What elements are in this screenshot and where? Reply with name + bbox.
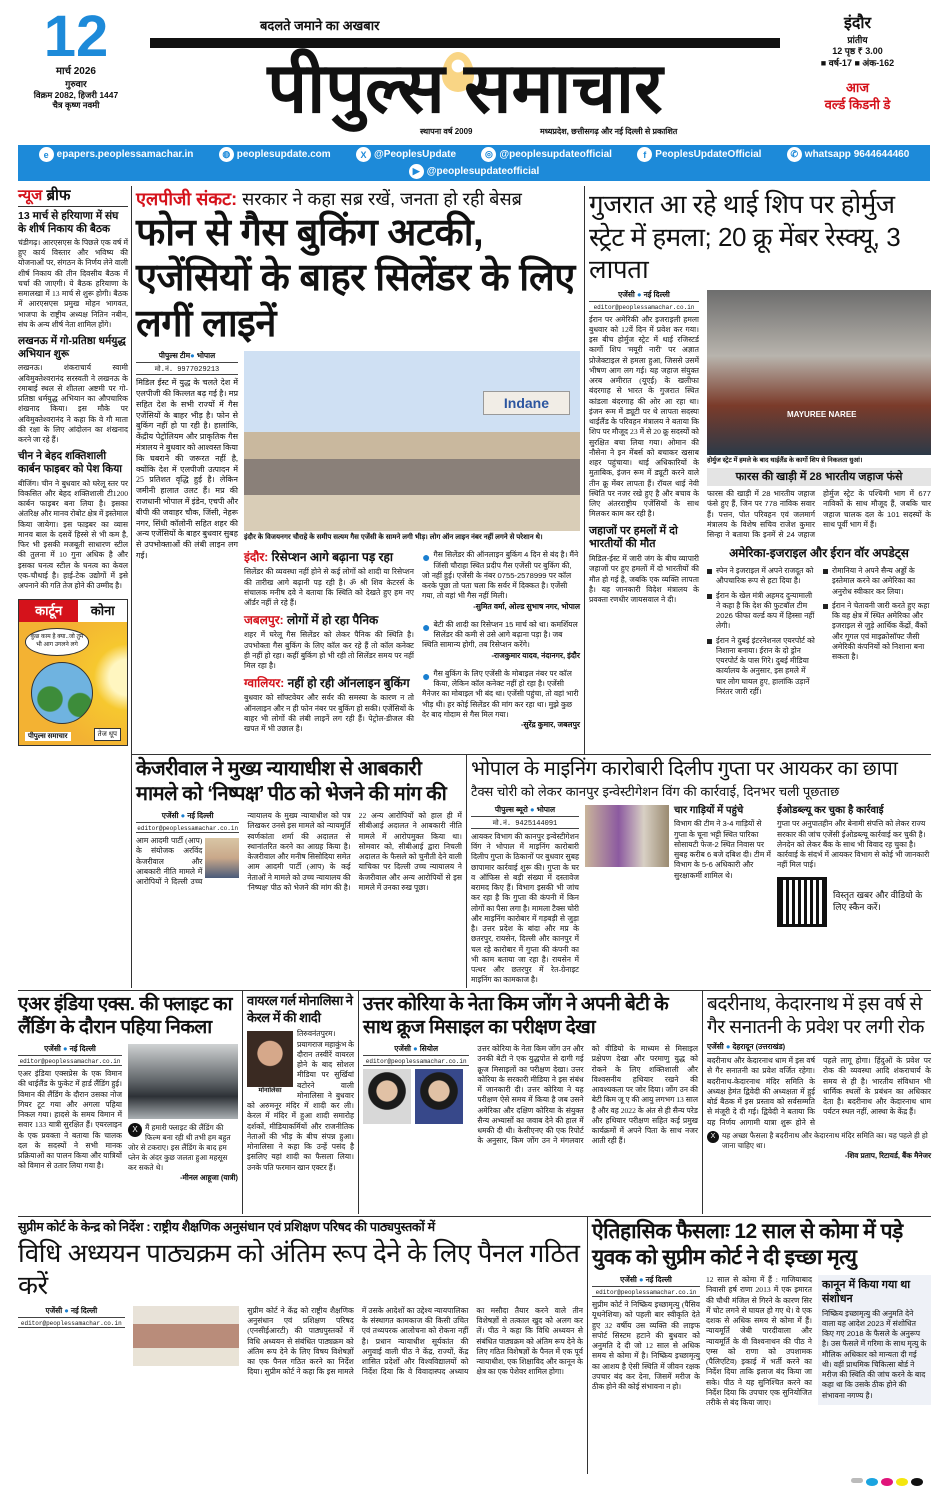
quote-author: -मीनल आहूजा (यात्री) [179,1173,238,1183]
social-link[interactable] [356,147,456,162]
social-icon: ◎ [481,147,496,162]
kejriwal-story[interactable] [132,755,466,988]
lead-photo [244,351,580,531]
news-brief [18,186,128,591]
deaths-text: मिडिल-ईस्ट में जारी जंग के बीच व्यापारी जहाजों पर हुए हमलों में दो भारतीयों की मौत हो गई है, जबकि एक व्यक्ति लापता है। यह जानकारी विदेश मंत्रालय के प्रवक्ता रणधीर जायसवाल ने दी। [589,554,699,604]
public-quotes [422,545,580,738]
mining-photo [585,805,669,867]
brief-item[interactable] [18,450,128,591]
byline-email: editor@peoplessamachar.co.in [363,1058,469,1066]
lead-story[interactable] [132,186,584,754]
brief-title-b: ब्रीफ [46,187,71,204]
badrinath-headline: बदरीनाथ, केदारनाथ में इस वर्ष से गैर सनातनी के प्रवेश पर लगी रोक [707,993,924,1039]
social-link[interactable] [39,147,194,162]
quote [422,550,580,612]
ship-story[interactable] [584,186,931,754]
court-kicker: सुप्रीम कोर्ट के केन्द्र को निर्देश : राष्ट्रीय शैक्षणिक अनुसंधान एवं प्रशिक्षण परिषद की पाठ्यपुस्तकों में [18,1219,435,1234]
kicker-label: एलपीजी संकट: [136,189,238,209]
kejriwal-headline: केजरीवाल ने मुख्य न्यायाधीश से आबकारी मामले को ‘निष्पक्ष’ पीठ को भेजने की मांग की [136,758,447,805]
euthanasia-col1: एजेंसी ● नई दिल्ली editor@peoplessamachar.co.in सुप्रीम कोर्ट ने निष्क्रिय इच्छामृत्यु (पैसिव यूथनेशिया) को पहली बार स्वीकृति देते हुए 32 वर्षीय उस व्यक्ति की लाइफ सपोर्ट सिस्टम हटाने की बुधवार को अनुमति दे दी जो 12 साल से अधिक समय से कोमा में है। निष्क्रिय इच्छामृत्यु का आशय है ऐसी स्थिति में जीवन रक्षक उपचार बंद कर देना, जिसमें मरीज के ठीक होने की कोई संभावना न हो। [592,1275,700,1392]
social-icon: e [39,147,54,162]
korea-photos [363,1069,469,1124]
social-icon: ▶ [409,164,424,179]
print-color-marks [0,1478,923,1486]
social-link[interactable] [481,147,612,162]
byline-phone: मो.नं. 9977029213 [136,365,238,375]
euthanasia-text: सुप्रीम कोर्ट ने निष्क्रिय इच्छामृत्यु (पैसिव यूथनेशिया) को पहली बार स्वीकृति देते हुए 32 वर्षीय उस व्यक्ति की लाइफ सपोर्ट सिस्टम हटाने की बुधवार को अनुमति दे दी जो 12 साल से अधिक समय से कोमा में है। निष्क्रिय इच्छामृत्यु का आशय है ऐसी स्थिति में जीवन रक्षक उपचार बंद कर देना, जिसमें मरीज के ठीक होने की कोई संभावना न हो। [592,1300,700,1392]
x-logo-icon: X [128,1123,142,1137]
kejriwal-body: एजेंसी ● नई दिल्ली editor@peoplessamachar.co.in आम आदमी पार्टी (आप) के संयोजक अरविंद केजरीवाल और आबकारी नीति मामले में आरोपियों ने दिल्ली उच्च न्यायालय के मुख्य न्यायाधीश को पत्र लिखकर उनसे इस मामले को न्यायमूर्ति स्वर्णकांता शर्मा की अदालत से स्थानांतरित करने का आग्रह किया है। केजरीवाल और मनीष सिसोदिया समेत आम आदमी पार्टी (आप) के कई नेताओं ने मामले को उच्च न्यायालय की 'निष्पक्ष' पीठ को भेजने की मांग की है। 22 अन्य आरोपियों को हाल ही में सीबीआई अदालत ने आबकारी नीति मामले में आरोपमुक्त किया था। सोमवार को, सीबीआई द्वारा निचली अदालत के फैसले को चुनौती देने वाली याचिका पर दिल्ली उच्च न्यायालय ने केजरीवाल और अन्य आरोपियों से इस मामले में उनका रुख पूछा। [136,811,462,892]
airindia-body: एजेंसी ● नई दिल्ली editor@peoplessamachar.co.in एअर इंडिया एक्सप्रेस के एक विमान की थाईलैंड के फुकेट में हार्ड लैंडिंग हुई। विमान की लैंडिंग के दौरान उसका नोज गियर टूट गया और अगला पहिया निकल गया। हादसे के समय विमान में सवार 133 यात्री सुरक्षित हैं। एयरलाइन के एक प्रवक्ता ने बताया कि चालक दल के सदस्यों ने सभी मानक प्रक्रियाओं का पालन किया और यात्रियों को विमान से उतार लिया गया है। [18,1044,122,1171]
city-headline: नहीं हो रही ऑनलाइन बुकिंग [287,676,410,691]
main-area [132,186,931,988]
brief-text: बीजिंग। चीन ने बुधवार को घरेलू स्तर पर विकसित और बेहद शक्तिशाली टी1200 कार्बन फाइबर बना लिया है। इसका अंतरिक्ष और मानव रोबोट क्षेत्र में इस्तेमाल किया जायेगा। इस फाइबर का व्यास मानव बाल के दसवें हिस्से से भी कम है, फिर भी इसकी मजबूती साधारण स्टील की तुलना में 10 गुना अधिक है और इसका घनत्व स्टील के घनत्व का केवल एक-चौथाई है। हाई-टेक उद्योगों में इसे अपनाने की गति तेज होने की उम्मीद है। [18,478,128,590]
kim-jong-un-photo [363,1069,411,1124]
earth-icon [31,662,93,724]
social-link[interactable] [637,147,761,162]
gas-agency-sign: Indane [483,391,570,415]
airindia-photo [128,1044,238,1119]
byline-phone: मो.नं. 9425144091 [471,819,579,829]
byline-name: एजेंसी [44,1044,61,1054]
social-icon: ✆ [787,147,802,162]
quote-icon: ● [422,549,431,566]
quote-author: -सुमित वर्मा, ओल्ड सुभाष नगर, भोपाल [473,601,580,611]
social-icon: f [637,147,652,162]
social-icon: ◍ [219,147,234,162]
social-bar [18,145,930,181]
airindia-right [128,1044,238,1183]
date-day: 12 [43,4,109,69]
quote [422,669,580,731]
quote-icon: ● [422,618,431,635]
cartoon-header [19,600,127,622]
issue-number: ■ वर्ष-17 ■ अंक-162 [820,58,895,69]
byline-place: भोपाल [536,804,556,814]
court-text: सुप्रीम कोर्ट ने केंद्र को राष्ट्रीय शैक्षणिक अनुसंधान एवं प्रशिक्षण परिषद (एनसीईआरटी) की पाठ्यपुस्तकों में विधि अध्ययन से संबंधित पाठ्यक्रम को अंतिम रूप देने के लिए विषय विशेषज्ञों का एक पैनल गठित करने का निर्देश दिया। सुप्रीम कोर्ट ने कहा कि इस मामले में उसके आदेशों का उद्देश्य न्यायपालिका के संस्थागत कामकाज की किसी उचित एवं तथ्यपरक आलोचना को रोकना नहीं है। प्रधान न्यायाधीश सूर्यकांत की अगुवाई वाली पीठ ने केंद्र, राज्यों, केंद्र शासित प्रदेशों और विश्वविद्यालयों को निर्देश दिया कि वे विवादास्पद अध्याय का मसौदा तैयार करने वाले तीन विशेषज्ञों से तत्काल खुद को अलग कर लें। पीठ ने कहा कि विधि अध्ययन से संबंधित पाठ्यक्रम को अंतिम रूप देने के लिए गठित विशेषज्ञों के पैनल में एक पूर्व न्यायाधीश, एक शिक्षाविद और कानून के क्षेत्र का एक पेशेवर शामिल होगा। [247,1305,583,1377]
byline-email: editor@peoplessamachar.co.in [18,1320,125,1328]
box-text: विभाग की टीम ने 3-4 गाड़ियों से गुप्ता के चूना भट्टी स्थित पारिका सोसायटी फेज-2 स्थित निवास पर सुबह करीब 6 बजे दबिश दी। टीम में विभाग के 5-6 अधिकारी और सुरक्षाकर्मी शामिल थे। [674,819,771,880]
quote-text: बेटी की शादी का रिसेप्शन 15 मार्च को था। कमर्शियल सिलेंडर की कमी से उसे आगे बढ़ाना पड़ा है। जब स्थिति सामान्य होगी, तब रिसेप्शन करेंगे। [422,619,578,650]
qr-label: विस्तृत खबर और वीडियो के लिए स्कैन करें। [833,889,923,912]
city-headline: लोगों में हो रहा पैनिक [286,613,379,628]
mining-text: आयकर विभाग की कानपुर इन्वेस्टीगेशन विंग ने भोपाल में माइनिंग कारोबारी दिलीप गुप्ता के ठिकानों पर बुधवार सुबह छापामार कार्रवाई शुरू की। गुप्ता के घर व ऑफिस से बड़ी संख्या में दस्तावेज बरामद किए हैं। विभाग इसकी भी जांच कर रहा है कि गुप्ता की कंपनी में किन लोगों का पैसा लगा है। मामला टैक्स चोरी और माइनिंग कारोबार में गड़बड़ी से जुड़ा है। उत्तर प्रदेश के बांदा और मप्र के छतरपुर, रायसेन, दिल्ली और कानपुर में चल रहे कारोबार में गुप्ता की कंपनी का भी काम बताया जा रहा है। रायसेन में पत्थर और छतरपुर में रेत-ग्रेनाइट माइनिंग का कामकाज है। [471,831,579,985]
euthanasia-headline: ऐतिहासिक फैसलाः 12 साल से कोमा में पड़े युवक को सुप्रीम कोर्ट ने दी इच्छा मृत्यु [592,1219,903,1269]
brief-item[interactable] [18,335,128,445]
ship-text: ईरान पर अमेरिकी और इजराइली हमला बुधवार को 12वें दिन में प्रवेश कर गया। इस बीच होर्मुज स्ट्रेट में थाई रजिस्टर्ड कार्गो शिप 'मयूरी नारी' पर अज्ञात प्रोजेक्टाइल से हमला हुआ, जिससे उसमें भीषण आग लग गई। यह जहाज संयुक्त अरब अमीरात (यूएई) के खलीफा बंदरगाह से भारत के गुजरात स्थित कांडला बंदरगाह की ओर आ रहा था। इंजन रूम में ड्यूटी पर थे लापता सदस्यः थाईलैंड के परिवहन मंत्रालय ने बताया कि शिप पर मौजूद 23 में से 20 क्रू सदस्यों को सुरक्षित बचा लिया गया। ओमान की नौसेना ने इन मेंबर्स को बचाकर खसाब शहर पहुंचाया। थाई अधिकारियों के मुताबिक, इंजन रूम में ड्यूटी करने वाले तीन क्रू मेंबर लापता हैं। रॉयल थाई नेवी स्थिति पर नजर रखे हुए है और बचाव के लिए अंतरराष्ट्रीय एजेंसियों के साथ मिलकर काम कर रही है। [589,314,699,519]
box-text: निष्क्रिय इच्छामृत्यु की अनुमति देने वाला यह आदेश 2023 में संशोधित किए गए 2018 के फैसले के अनुरूप है। उस फैसले में गरिमा के साथ मृत्यु के मौलिक अधिकार को मान्यता दी गई थी। वहीं प्राथमिक चिकित्सा बोर्ड ने मरीज की स्थिति की जांच करने के बाद कहा था कि उसके ठीक होने की संभावना नगण्य है। [822,1308,927,1400]
row-c [18,990,931,1214]
war-update-item: रोमानिया ने अपने सैन्य अड्डों के इस्तेमाल करने का अमेरिका का अनुरोध स्वीकार कर लिया। [823,566,931,597]
cartoon-speech-bubble: कुछ काम है क्या..जो तुम भी आग उगलने लगे [25,628,89,656]
monalisa-text: तिरुवनंतपुरम। प्रयागराज महाकुंभ के दौरान तस्वीरें वायरल होने के बाद सोशल मीडिया पर सुर्खियां बटोरने वाली मोनालिसा ने बुधवार को अरुमनूर मंदिर में शादी कर ली। केरल में मंदिर में हुआ शादी समारोह दर्शकों, मीडियाकर्मियों और राजनीतिक नेताओं की भीड़ के बीच संपन्न हुआ। मोनालिसा ने कहा कि उन्हें पसंद है इसलिए यहां शादी का फैसला लिया। उनके पति फरमान खान एक्टर हैं। [247,1029,355,1172]
ship-photo-caption: होर्मुज स्ट्रेट में हमले के बाद थाईलैंड के कार्गो शिप से निकलता धुआं। [707,456,863,464]
brief-headline: 13 मार्च से हरियाणा में संघ के शीर्ष निकाय की बैठक [18,209,119,235]
byline-email: editor@peoplessamachar.co.in [19,1058,121,1066]
left-column [18,186,132,988]
lead-right [244,351,580,738]
quote-text: यह अच्छा फैसला है बदरीनाथ और केदारनाथ मंदिर समिति का। यह पहले ही हो जाना चाहिए था। [722,1130,928,1150]
quote-text: मैं हमारी फ्लाइट की लैंडिंग की फिल्म बना रही थी तभी हम बहुत जोर से टकराए। इस लैंडिंग के बाद हम प्लेन के अंदर कुछ जलता हुआ महसूस कर सकते थे। [128,1123,231,1173]
supreme-court-photo [133,1306,240,1366]
date-samvat: विक्रम 2082, हिजरी 1447 [33,89,119,100]
ship-headline: गुजरात आ रहे थाई शिप पर होर्मुज स्ट्रेट में हमला; 20 क्रू मेंबर रेस्क्यू, 3 लापता [589,189,901,284]
mining-box1 [674,805,771,881]
byline-place: भोपाल [196,351,216,361]
kim-daughter-photo [415,1069,463,1124]
cartoon-sign: तेज धूप [94,728,121,741]
top-section [18,186,931,988]
cartoon-box [18,599,128,746]
byline-name: पीपुल्स ब्यूरो [494,804,528,814]
box-headline: ईओडब्ल्यू कर चुका है कार्रवाई [777,804,884,816]
law-amendment-box [818,1275,931,1405]
korea-body: एजेंसी ● सियोल editor@peoplessamachar.co.in उत्तर कोरिया के नेता किम जोंग उन और उनकी बेटी ने एक युद्धपोत से दागी गई क्रूज मिसाइलों का परीक्षण देखा। उत्तर कोरिया के सरकारी मीडिया ने इस संबंध में जानकारी दी। उत्तर कोरिया ने यह परीक्षण ऐसे समय में किया है जब उसने अमेरिका और दक्षिण कोरिया के संयुक्त सैन्य अभ्यासों का जवाब देने की हाल में धमकी दी थी। केसीएनए की एक रिपोर्ट के अनुसार, किम जोंग उन ने मंगलवार को वीडियो के माध्यम से मिसाइल प्रक्षेपण देखा और परमाणु युद्ध को रोकने के लिए शक्तिशाली और विश्वसनीय हथियार रखने की आवश्यकता पर जोर दिया। जोंग उन की बेटी किम जू ए की आयु लगभग 13 साल है और वह 2022 के अंत से ही सैन्य परेड और हथियार परीक्षण सहित कई प्रमुख कार्यक्रमों में अपने पिता के साथ नजर आती रही हैं। [363,1044,698,1147]
lead-photo-caption: इंदौर के विजयनगर चौराहे के समीप सत्यम गैस एजेंसी के सामने लगी भीड़। लोग ऑन लाइन नंबर नहीं लगने से परेशान थे। [244,534,543,542]
airindia-text: एअर इंडिया एक्सप्रेस के एक विमान की थाईलैंड के फुकेट में हार्ड लैंडिंग हुई। विमान की लैंडिंग के दौरान उसका नोज गियर टूट गया और अगला पहिया निकल गया। हादसे के समय विमान में सवार 133 यात्री सुरक्षित हैं। एयरलाइन के एक प्रवक्ता ने बताया कि चालक दल के सदस्यों ने सभी मानक प्रक्रियाओं का पालन किया और यात्रियों को विमान से उतार लिया गया है। [18,1069,122,1171]
date-weekday: गुरुवार [65,78,87,89]
quote-text: गैस बुकिंग के लिए एजेंसी के मोबाइल नंबर पर कॉल किया, लेकिन कॉल कनेक्ट नहीं हो रहा है। एजेंसी मैनेजर का मोबाइल भी बंद था। एजेंसी पहुंचा, तो वहां भारी भीड़ थी। हर कोई सिलेंडर की मांग कर रहा था। मुझे कुछ देर बाद गोदाम से गैस मिल गया। [422,668,579,719]
box-text: गुप्ता पर अनुपातहीन और बेनामी संपत्ति को लेकर राज्य सरकार की जांच एजेंसी ईओडब्ल्यू कार्रवाई कर चुकी है। लेनदेन को लेकर बैंक के साथ भी विवाद रह चुका है। कार्रवाई के संदर्भ में आयकर विभाग से कोई भी जानकारी नहीं मिल पाई। [777,819,930,870]
social-link[interactable] [219,147,331,162]
box-headline: चार गाड़ियों में पहुंचे [674,804,744,816]
kejriwal-text: आम आदमी पार्टी (आप) के संयोजक अरविंद केजरीवाल और आबकारी नीति मामले में आरोपियों ने दिल्ली उच्च न्यायालय के मुख्य न्यायाधीश को पत्र लिखकर उनसे इस मामले को न्यायमूर्ति स्वर्णकांता शर्मा की अदालत से स्थानांतरित करने का आग्रह किया है। केजरीवाल और मनीष सिसोदिया समेत आम आदमी पार्टी (आप) के कई नेताओं ने मामले को उच्च न्यायालय की 'निष्पक्ष' पीठ को भेजने की मांग की है। 22 अन्य आरोपियों को हाल ही में सीबीआई अदालत ने आबकारी नीति मामले में आरोपमुक्त किया था। सोमवार को, सीबीआई द्वारा निचली अदालत के फैसले को चुनौती देने वाली याचिका पर दिल्ली उच्च न्यायालय ने केजरीवाल और अन्य आरोपियों से इस मामले में उनका रुख पूछा। [136,811,462,892]
mining-box2 [777,805,931,927]
photo-caption: मोनालिसा [258,1087,282,1095]
lead-body-col1 [136,351,238,562]
korea-headline: उत्तर कोरिया के नेता किम जोंग ने अपनी बेटी के साथ क्रूज मिसाइल का परीक्षण देखा [363,993,669,1039]
byline-name: पीपुल्स टीम [158,351,191,361]
row-a [132,186,931,754]
city-reports [244,545,414,734]
x-logo-icon: X [707,1131,719,1143]
social-label: @peoplesupdateofficial [426,166,540,177]
masthead [0,0,945,143]
quote [422,620,580,661]
badrinath-story[interactable]: बदरीनाथ, केदारनाथ में इस वर्ष से गैर सनातनी के प्रवेश पर लगी रोक एजेंसी ● देहरादून (उत्तराखंड) बदरीनाथ और केदारनाथ धाम में इस वर्ष से गैर सनातनी का प्रवेश वर्जित रहेगा। बदरीनाथ-केदारनाथ मंदिर समिति के अध्यक्ष हेमंत द्विवेदी की अध्यक्षता में हुई बोर्ड बैठक में इस प्रस्ताव को सर्वसम्मति से मंजूरी दे दी गई। द्विवेदी ने बताया कि यह निर्णय आगामी यात्रा शुरू होने से पहले लागू होगा। हिंदुओं के प्रवेश पर रोक की व्यवस्था आदि शंकराचार्य के समय से ही है। भारतीय संविधान भी धार्मिक स्थलों के प्रबंधन का अधिकार देता है। बदरीनाथ और केदारनाथ धाम पर्यटन स्थल नहीं, आस्था के केंद्र हैं। X यह अच्छा फैसला है बदरीनाथ और केदारनाथ मंदिर समिति का। यह पहले ही हो जाना चाहिए था। -शिव प्रताप, रिटायर्ड, बैंक मैनेजर [702,991,931,1214]
social-link[interactable] [409,164,540,179]
monalisa-photo-block [247,1031,293,1095]
date-tithi: चैत्र कृष्ण नवमी [52,100,100,111]
badrinath-quote [707,1131,931,1161]
city-label: इंदौर: [244,550,269,565]
court-body: एजेंसी ● नई दिल्ली editor@peoplessamachar.co.in सुप्रीम कोर्ट ने केंद्र को राष्ट्रीय शैक्षणिक अनुसंधान एवं प्रशिक्षण परिषद (एनसीईआरटी) की पाठ्यपुस्तकों में विधि अध्ययन से संबंधित पाठ्यक्रम को अंतिम रूप देने के लिए विषय विशेषज्ञों का एक पैनल गठित करने का निर्देश दिया। सुप्रीम कोर्ट ने कहा कि इस मामले में उसके आदेशों का उद्देश्य न्यायपालिका के संस्थागत कामकाज की किसी उचित एवं तथ्यपरक आलोचना को रोकना नहीं है। प्रधान न्यायाधीश सूर्यकांत की अगुवाई वाली पीठ ने केंद्र, राज्यों, केंद्र शासित प्रदेशों और विश्वविद्यालयों को निर्देश दिया कि वे विवादास्पद अध्याय का मसौदा तैयार करने वाले तीन विशेषज्ञों से तत्काल खुद को अलग कर लें। पीठ ने कहा कि विधि अध्ययन से संबंधित पाठ्यक्रम को अंतिम रूप देने के लिए गठित विशेषज्ञों के पैनल में एक पूर्व न्यायाधीश, एक शिक्षाविद और कानून के क्षेत्र का एक पेशेवर शामिल होगा। [18,1306,583,1378]
korea-text: उत्तर कोरिया के नेता किम जोंग उन और उनकी बेटी ने एक युद्धपोत से दागी गई क्रूज मिसाइलों का परीक्षण देखा। उत्तर कोरिया के सरकारी मीडिया ने इस संबंध में जानकारी दी। उत्तर कोरिया ने यह परीक्षण ऐसे समय में किया है जब उसने अमेरिका और दक्षिण कोरिया के संयुक्त सैन्य अभ्यासों का जवाब देने की हाल में धमकी दी थी। केसीएनए की एक रिपोर्ट के अनुसार, किम जोंग उन ने मंगलवार को वीडियो के माध्यम से मिसाइल प्रक्षेपण देखा और परमाणु युद्ध को रोकने के लिए शक्तिशाली और विश्वसनीय हथियार रखने की आवश्यकता पर जोर दिया। जोंग उन की बेटी किम जू ए की आयु लगभग 13 साल है और वह 2022 के अंत से ही सैन्य परेड और हथियार परीक्षण सहित कई प्रमुख कार्यक्रमों में अपने पिता के साथ नजर आती रही हैं। [477,1044,698,1146]
korea-story[interactable] [358,991,702,1214]
badrinath-text: बदरीनाथ और केदारनाथ धाम में इस वर्ष से गैर सनातनी का प्रवेश वर्जित रहेगा। बदरीनाथ-केदारनाथ मंदिर समिति के अध्यक्ष हेमंत द्विवेदी की अध्यक्षता में हुई बोर्ड बैठक में इस प्रस्ताव को सर्वसम्मति से मंजूरी दे दी गई। द्विवेदी ने बताया कि यह निर्णय आगामी यात्रा शुरू होने से पहले लागू होगा। हिंदुओं के प्रवेश पर रोक की व्यवस्था आदि शंकराचार्य के समय से ही है। भारतीय संविधान भी धार्मिक स्थलों के प्रबंधन का अधिकार देता है। बदरीनाथ और केदारनाथ धाम पर्यटन स्थल नहीं, आस्था के केंद्र हैं। [707,1056,931,1127]
byline-place: नई दिल्ली [643,289,670,299]
war-updates-list [707,566,931,697]
ship-body: एजेंसी ● नई दिल्ली editor@peoplessamachar.co.in ईरान पर अमेरिकी और इजराइली हमला बुधवार को 12वें दिन में प्रवेश कर गया। इस बीच होर्मुज स्ट्रेट में थाई रजिस्टर्ड कार्गो शिप 'मयूरी नारी' पर अज्ञात प्रोजेक्टाइल से हमला हुआ, जिससे उसमें भीषण आग लग गई। यह जहाज संयुक्त अरब अमीरात (यूएई) के खलीफा बंदरगाह से भारत के गुजरात स्थित कांडला बंदरगाह की ओर आ रहा था। इंजन रूम में ड्यूटी पर थे लापता सदस्यः थाईलैंड के परिवहन मंत्रालय ने बताया कि शिप पर मौजूद 23 में से 20 क्रू सदस्यों को सुरक्षित बचा लिया गया। ओमान की नौसेना ने इन मेंबर्स को बचाकर खसाब शहर पहुंचाया। थाई अधिकारियों के मुताबिक, इंजन रूम में ड्यूटी करने वाले तीन क्रू मेंबर लापता हैं। रॉयल थाई नेवी स्थिति पर नजर रखे हुए है और बचाव के लिए अंतरराष्ट्रीय एजेंसियों के साथ मिलकर काम कर रही है। जहाजों पर हमलों में दो भारतीयों की मौत मिडिल-ईस्ट में जारी जंग के बीच व्यापारी जहाजों पर हुए हमलों में दो भारतीयों की मौत हो गई है, जबकि एक व्यक्ति लापता है। यह जानकारी विदेश मंत्रालय के प्रवक्ता रणधीर जायसवाल ने दी। [589,289,699,604]
byline-place: सियोल [419,1044,439,1054]
gulf-text: फारस की खाड़ी में 28 भारतीय जहाज फंसे हुए हैं, जिन पर 778 नाविक सवार हैं। पत्तन, पोत परिवहन एवं जलमार्ग मंत्रालय के विशेष सचिव राजेश कुमार सिन्हा ने बताया कि इनमें से 24 जहाज होर्मुज स्ट्रेट के पश्चिमी भाग में 677 नाविकों के साथ मौजूद हैं, जबकि चार जहाज चालक दल के 101 सदस्यों के साथ पूर्वी भाग में हैं। [707,489,931,540]
cartoon-credit: पीपुल्स समाचार [25,732,71,741]
byline: पीपुल्स टीम● भोपाल [136,351,238,363]
monalisa-story[interactable] [242,991,358,1214]
cartoon-label: कार्टून [19,600,78,622]
byline-place: नई दिल्ली [187,811,214,820]
byline-email: editor@peoplessamachar.co.in [592,1289,700,1297]
city-headline: रिसेप्शन आगे बढ़ाना पड़ रहा [271,550,393,565]
city-label: जबलपुर: [244,613,284,628]
registration-mark-grey [851,1478,863,1483]
kicker-text: सरकार ने कहा सब्र रखें, जनता हो रही बेसब्र [242,189,522,209]
news-brief-title [18,186,128,207]
byline-email: editor@peoplessamachar.co.in [137,825,239,832]
cartoon-label-b: कोना [90,603,115,619]
city-label: ग्वालियर: [244,676,285,691]
social-label: PeoplesUpdateOfficial [655,149,762,160]
quote-author: -राजकुमार यादव, नंदानगर, इंदौर [491,650,580,660]
court-story[interactable] [18,1217,587,1474]
lead-text: मिडिल ईस्ट में युद्ध के चलते देश में एलपीजी की किल्लत बढ़ गई है। मप्र सहित देश के सभी राज्यों में गैस एजेंसियों के बाहर भीड़ है। फोन से बुकिंग नहीं हो पा रही है। हालांकि, केंद्रीय पेट्रोलियम और प्राकृतिक गैस मंत्रालय ने बुधवार को आश्वस्त किया कि घबराने की जरूरत नहीं है, क्योंकि देश में एलपीजी उत्पादन में 25 प्रतिशत वृद्धि हुई है। लेकिन जमीनी हालात उलट हैं। मप्र की राजधानी भोपाल में इंडेन, एचपी और बीपी की जवाहर चौक, जिंसी, नेहरू नगर, सिंधी कॉलोनी सहित शहर की अन्य एजेंसियों के बाहर बुधवार सुबह से उपभोक्ताओं की लंबी लाइन लग गई। [136,378,238,561]
airindia-body-wrap [18,1044,238,1183]
city-text: बुधवार को सॉफ्टवेयर और सर्वर की समस्या के कारण न तो ऑनलाइन और न ही फोन नंबर पर बुकिंग हो सकी। एजेंसियों के बाहर भी लोगों की लंबी लाइनें लग रही हैं। पेट्रोल-डीजल की खपत में भी उछाल है। [244,693,414,734]
edition-type: प्रांतीय [847,34,868,45]
brief-item[interactable] [18,210,128,331]
social-link[interactable] [787,147,910,162]
monalisa-headline: वायरल गर्ल मोनालिसा ने केरल में की शादी [247,992,353,1025]
kejriwal-photo [205,838,239,878]
euthanasia-story[interactable] [587,1217,931,1474]
mining-byline-block: पीपुल्स ब्यूरो ● भोपाल मो.नं. 9425144091 आयकर विभाग की कानपुर इन्वेस्टीगेशन विंग ने भोपाल में माइनिंग कारोबारी दिलीप गुप्ता के ठिकानों पर बुधवार सुबह छापामार कार्रवाई शुरू की। गुप्ता के घर व ऑफिस से बड़ी संख्या में दस्तावेज बरामद किए हैं। विभाग इसकी भी जांच कर रहा है कि गुप्ता की कंपनी में किन लोगों का पैसा लगा है। मामला टैक्स चोरी और माइनिंग कारोबार में गड़बड़ी से जुड़ा है। उत्तर प्रदेश के बांदा और मप्र के छतरपुर, रायसेन, दिल्ली और कानपुर में चल रहे कारोबार में गुप्ता की कंपनी का भी काम बताया जा रहा है। रायसेन में पत्थर और छतरपुर में रेत-ग्रेनाइट माइनिंग का कामकाज है। [471,804,579,985]
social-label: whatsapp 9644644460 [804,149,910,160]
social-label: @peoplesupdateofficial [499,149,612,160]
edition-city: इंदौर [843,15,872,32]
qr-code-icon[interactable] [777,877,827,927]
city-text: शहर में घरेलू गैस सिलेंडर को लेकर पैनिक की स्थिति है। उपभोक्ता गैस बुकिंग के लिए कॉल कर रहे हैं तो कॉल कनेक्ट ही नहीं हो रहा। कहीं बुकिंग हो भी रही तो सिलेंडर समय पर नहीं मिल रहा है। [244,630,414,671]
byline-name: एजेंसी [161,811,179,820]
registration-mark-magenta [881,1478,893,1486]
byline-name: एजेंसी [707,1042,724,1052]
edition-info [790,14,925,114]
registration-mark-black [911,1478,923,1486]
byline-place: नई दिल्ली [645,1275,672,1285]
war-update-item: ईरान के खेल मंत्री अहमद दुन्यामाली ने कहा है कि देश की फुटबॉल टीम 2026 फीफा वर्ल्ड कप में हिस्सा नहीं लेगी। [707,591,815,632]
date-month: मार्च 2026 [56,66,96,77]
dateline [20,4,132,111]
byline-name: एजेंसी [618,289,635,299]
lead-kicker [136,188,580,211]
gulf-headline: फारस की खाड़ी में 28 भारतीय जहाज फंसे [707,468,931,486]
brief-headline: लखनऊ में गो-प्रतिष्ठा धर्मयुद्ध अभियान शुरू [18,335,126,361]
war-update-item: ईरान ने दुबई इंटरनेशनल एयरपोर्ट को निशाना बनाया। ईरान के दो ड्रोन एयरपोर्ट के पास गिरे। दुबई मीडिया कार्यालय के अनुसार, इस हमले में चार लोग घायल हुए, हालांकि उड़ानें निरंतर जारी रहीं। [707,636,815,698]
row-d [18,1216,931,1474]
social-label: epapers.peoplessamachar.in [56,149,194,160]
brief-text: चंडीगढ़। आरएसएस के पिछले एक वर्ष में हुए कार्य विस्तार और भविष्य की योजनाओं पर, संगठन के निर्णय लेने वाली शीर्ष निकाय की तीन दिवसीय बैठक में चर्चा की जाएगी। ये बैठक हरियाणा के समालखा में 13 मार्च से शुरू होगी। बैठक में आरएसएस प्रमुख मोहन भागवत, भाजपा के राष्ट्रीय अध्यक्ष नितिन नबीन, संघ के अन्य शीर्ष नेता शामिल होंगे। [18,237,128,329]
court-headline: विधि अध्ययन पाठ्यक्रम को अंतिम रूप देने के लिए पैनल गठित करें [18,1237,580,1301]
row-b [132,754,931,988]
war-update-item: ईरान ने चेतावनी जारी करते हुए कहा कि वह क्षेत्र में स्थित अमेरिका और इजराइल से जुड़े आर्थिक केंद्रों, बैंकों और गूगल एवं माइक्रोसॉफ्ट जैसी अमेरिकी कंपनियों को निशाना बना सकता है। [823,601,931,663]
lead-lower [244,545,580,738]
war-updates-headline: अमेरिका-इजराइल और ईरान वॉर अपडेट्स [729,546,909,561]
social-label: @PeoplesUpdate [374,149,457,160]
ship-right [707,290,931,698]
social-icon: X [356,147,371,162]
lead-body [136,351,580,738]
airindia-story[interactable] [18,991,242,1214]
quote-author: -सुरेंद्र कुमार, जबलपुर [520,720,580,730]
today-event: वर्ल्ड किडनी डे [824,96,891,112]
byline-place: देहरादून (उत्तराखंड) [732,1042,786,1052]
mining-headline: भोपाल के माइनिंग कारोबारी दिलीप गुप्ता पर आयकर का छापा [471,758,898,780]
byline-name: एजेंसी [394,1044,411,1054]
quote-text: गैस सिलेंडर की ऑनलाइन बुकिंग 4 दिन से बंद है। मैंने जिंसी चौराहा स्थित प्रदीप गैस एजेंसी पर बुकिंग की, जो नहीं हुई। एजेंसी के नंबर 0755-2578999 पर कॉल करके पूछा तो पता चला कि सर्वर में दिक्कत है। एजेंसी गया, तो वहां भी गैस नहीं मिली। [422,550,579,601]
byline-name: एजेंसी [45,1305,63,1315]
quote-author: -शिव प्रताप, रिटायर्ड, बैंक मैनेजर [844,1150,931,1160]
ship-body-wrap [589,290,931,698]
euthanasia-text-2: 12 साल से कोमा में हैं : गाजियाबाद निवासी हर्ष राणा 2013 में एक इमारत की चौथी मंजिल से गिरने के कारण सिर में चोट लगने से घायल हो गए थे। वे एक दशक से अधिक समय से कोमा में हैं। न्यायमूर्ति जेबी पारदीवाला और न्यायमूर्ति के वी विश्वनाथन की पीठ ने एम्स को राणा को उपशामक (पैलिएटिव) इकाई में भर्ती करने का निर्देश दिया ताकि इलाज बंद किया जा सके। पीठ ने यह सुनिश्चित करने का निर्देश दिया कि उपचार एक सुनियोजित तरीके से बंद किया जाए। [706,1275,812,1408]
euthanasia-body-wrap [592,1275,931,1408]
byline-place: नई दिल्ली [69,1044,96,1054]
byline-place: नई दिल्ली [70,1305,98,1315]
mining-subhead: टैक्स चोरी को लेकर कानपुर इन्वेस्टीगेशन विंग की कार्रवाई, दिनभर चली पूछताछ [471,784,840,799]
mining-middle [585,805,771,881]
mining-story[interactable] [466,755,931,988]
published-from: मध्यप्रदेश, छत्तीसगढ़ और नई दिल्ली से प्रकाशित [540,127,678,136]
box-headline: कानून में किया गया था संशोधन [822,1279,911,1305]
founded-year: स्थापना वर्ष 2009 [420,127,473,136]
deaths-headline: जहाजों पर हमलों में दो भारतीयों की मौत [589,524,678,551]
cartoon-image [19,622,127,745]
byline-email: editor@peoplessamachar.co.in [589,304,699,312]
social-label: peoplesupdate.com [236,149,331,160]
ship-name-label: MAYUREE NAREE [787,409,857,419]
brief-headline: चीन ने बेहद शक्तिशाली कार्बन फाइबर को पेश किया [18,450,123,476]
ship-photo [707,290,931,455]
registration-mark-yellow [896,1478,908,1486]
byline-name: एजेंसी [620,1275,637,1285]
price: 12 पृष्ठ ₹ 3.00 [832,46,883,57]
brief-title-a: न्यूज [18,187,43,204]
brief-text: लखनऊ। शंकराचार्य स्वामी अविमुक्तेश्वरानंद सरस्वती ने लखनऊ के रमाबाई स्थल से शीतला अष्टमी पर गो-प्रतिष्ठा धर्मयुद्ध अभियान का औपचारिक शंखनाद किया। इस मौके पर अविमुक्तेश्वरानंद ने कहा कि वे गौ माता की रक्षा के लिए आंदोलन का शंखनाद करने जा रहे हैं। [18,363,128,444]
airindia-headline: एअर इंडिया एक्स. की फ्लाइट का लैंडिंग के दौरान पहिया निकला [18,993,233,1039]
war-update-item: स्पेन ने इजराइल में अपने राजदूत को औपचारिक रूप से हटा दिया है। [707,566,815,587]
quote-icon: ● [422,667,431,684]
mining-body-wrap [471,805,931,986]
airindia-quote [128,1123,238,1183]
newspaper-logo: पीपुल्स समाचार [150,38,780,122]
tagline: बदलते जमाने का अखबार [260,18,380,33]
today-label: आज [846,79,869,95]
monalisa-photo [247,1031,293,1087]
city-text: सिलेंडर की व्यवस्था नहीं होने से कई लोगों को शादी या रिसेप्शन की तारीख आगे बढ़ानी पड़ रही है। ॐ श्री शिव केटरर्स के संचालक मनीष दवे ने बताया कि स्थिति को देखते हुए हम नए ऑर्डर नहीं ले रहे हैं। [244,567,414,608]
registration-mark-cyan [866,1478,878,1486]
lead-headline: फोन से गैस बुकिंग अटकी, एजेंसियों के बाहर सिलेंडर के लिए लगीं लाइनें [136,211,575,345]
